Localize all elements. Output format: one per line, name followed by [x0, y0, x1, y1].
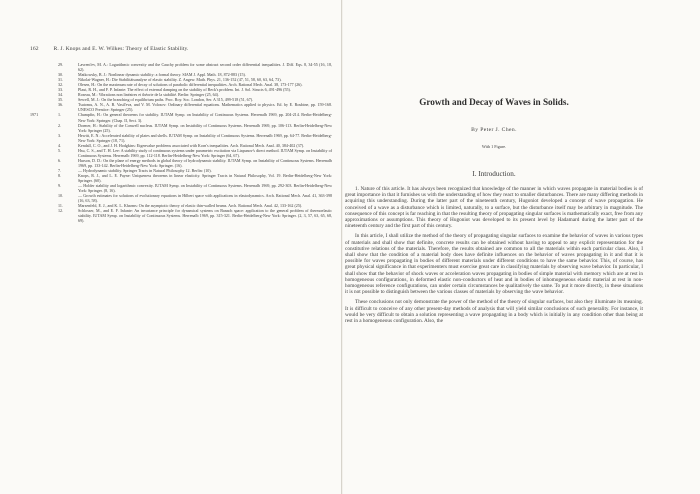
reference-number: 9. — [58, 183, 62, 189]
reference-entry — [30, 193, 332, 203]
paragraph: 1. Nature of this article. It has always been recognized that knowledge of the manner in which waves propagate in material bodies is of great importance in that it furnishes us with the understanding of how they react to smaller disturbances. There are many differing methods in acquiring this understanding. During the latter part of the nineteenth century, Hugoniot developed a concept of wave propagation. He conceived of a wave as a disturbance which is limited, naturally, to a surface, but the disturbance itself may be arbitrary in magnitude. The consequence of this concept is far reaching in that the resulting theory of propagating singular surfaces is mathematically exact, free from any approximations or assumptions. This theory of Hugoniot was developed to its present level by Hadamard during the latter part of the nineteenth century and the first part of this century. — [345, 186, 643, 230]
reference-number: 4. — [58, 142, 62, 148]
reference-number: 31. — [58, 77, 64, 83]
figure-note: With 1 Figure. — [481, 144, 507, 149]
reference-number: 5. — [58, 147, 62, 153]
reference-number: 11. — [58, 203, 63, 209]
reference-entry — [30, 102, 332, 112]
section-heading: I. Introduction. — [472, 170, 516, 178]
reference-text: Roseau, M.: Vibrations non linéaires et théorie de la stabilité. Berlin: Springer (25, 64). — [78, 92, 220, 98]
reference-text: — Holder stability and logarithmic convexity. IUTAM Symp. on Instability of Continuous Systems. Herrenalb 1969, pp. 292-303. Berlin-Heidelberg-New York: Springer. (8, 16). — [78, 183, 332, 194]
reference-number: 32. — [58, 82, 64, 88]
reference-number: 36. — [58, 102, 64, 108]
reference-year: 1971 — [30, 112, 39, 118]
running-head-text: R. J. Knops and E. W. Wilkes: Theory of Elastic Stability. — [53, 46, 189, 52]
reference-number: 7. — [58, 167, 62, 173]
running-head — [30, 46, 330, 52]
reference-text: Hurson, D. D.: On the plane of energy methods in global theory of hydrodynamic stability. IUTAM Symp. on Instability of Continuous Systems. Herrenalb 1969, pp. 133-142. Berlin-Heidelberg-New York: Springer. (16). — [78, 157, 332, 168]
paragraph: In this article, I shall utilize the method of the theory of propagating singular surfaces to examine the behavior of waves in various types of materials and shall show that definite, concrete results can be obtained without having to appeal to any explicit representation for the constitutive relations of the materials. Therefore, the results obtained are common to all the materials within each particular class. Also, I shall show that the condition of a material body does have definite influences on the behavior of waves propagating in it and that it is possible for waves propagating in bodies of different materials under different conditions to have the same behavior. This, of course, has great physical significance in that experimenters must exercise great care in classifying materials by observing wave behavior. In particular, I shall show that the behavior of shock waves or acceleration waves propagating in bodies of simple material with memory which are at rest in homogeneous configurations, in deformed elastic non-conductors of heat and in bodies of inhomogeneous elastic material at rest in non-homogeneous reference configurations, can under certain circumstances be qualitatively the same. To put it more directly, in these situations it is not possible to distinguish between the various classes of materials by observing the wave behavior. — [345, 233, 643, 296]
reference-list — [30, 62, 332, 224]
reference-number: 30. — [58, 72, 64, 78]
reference-number: 29. — [58, 62, 64, 67]
reference-entry — [30, 148, 332, 158]
reference-number: 34. — [58, 92, 64, 98]
reference-entry — [30, 112, 332, 122]
reference-entry — [30, 123, 332, 133]
reference-text: Matkowsky, B. J.: Nonlinear dynamic stability: a formal theory. SIAM J. Appl. Math. 18, 872-883 (15). — [78, 72, 246, 78]
reference-number: 33. — [58, 87, 64, 93]
reference-entry — [30, 173, 332, 183]
reference-text: Plaut, R. H., and F. P. Infante: The effect of external damping on the stability of Beck's problem. Int. J. Sol. Structs 6, 491-496 (55). — [78, 87, 291, 93]
reference-number: 2. — [58, 122, 62, 128]
reference-number: 1. — [58, 112, 62, 118]
reference-text: Schlosser, M., and E. F. Infante: An invariance principle for dynamical systems on Banach space: application to the general problem of thermoelastic stability. IUTAM Symp. on Instability of Continuous Systems. Herrenalb 1969, pp. 315-321. Berlin-Heidelberg-New York: Springer. (2, 3, 57, 63, 65, 68, 69). — [78, 208, 332, 224]
reference-number: 6. — [58, 157, 62, 163]
reference-text: Marsenfeld, E. J., and K. L. Kharms: On the asymptotic theory of elastic thin-walled beams. Arch. Rational Mech. Anal. 42, 133-162 (25). — [78, 203, 303, 209]
page-number: 162 — [30, 46, 39, 52]
reference-text: Olesen, H.: On the maximum rate of decay of solutions of parabolic differential inequalities. Arch. Rational Mech. Anal. 38, 173-177 (26). — [78, 82, 303, 88]
reference-text: Chumpfin, H.: On general theorems for stability. IUTAM Symp. on Instability of Continuous Systems. Herrenalb 1969, pp. 204-214. Berlin-Heidelberg-New York: Springer. (Chap. II, Sect. 3). — [78, 112, 332, 123]
reference-number: 10. — [58, 193, 64, 199]
reference-text: — Hydrodynamic stability. Springer Tracts in Natural Philosophy 12. Berlin: (10). — [78, 167, 212, 173]
reference-number: 12. — [58, 208, 64, 214]
reference-text: Lavrent'ev, M. A.: Logarithmic convexity and the Cauchy problem for some abstract second order differential inequalities. J. Diff. Eqs. 8, 34-55 (16, 18, 62). — [78, 62, 332, 73]
article-body — [345, 186, 643, 328]
reference-number: 8. — [58, 173, 62, 179]
reference-text: Hewitt, E. N.: Accelerated stability of plates and shells. IUTAM Symp. on Instability of Continuous Systems. Herrenalb 1969, pp. 64-77. Berlin-Heidelberg-New York: Springer (18, 71). — [78, 132, 332, 143]
paragraph: These conclusions not only demonstrate the power of the method of the theory of singular surfaces, but also they illuminate its meaning. It is difficult to conceive of any other present-day methods of analysis that will yield similar conclusions of such generality. For instance, it would be very difficult to obtain a solution representing a wave propagating in a body which is initially in any condition other than being at rest in a homogeneous configuration. Also, the — [345, 299, 643, 325]
reference-number: 3. — [58, 132, 62, 138]
reference-entry — [30, 183, 332, 193]
reference-entry — [30, 62, 332, 72]
reference-text: Sewell, M. J.: On the branching of equilibrium paths. Proc. Roy. Soc. London, Ser. A 315, 499-518 (51, 67). — [78, 97, 254, 103]
article-author: By Peter J. Chen. — [471, 127, 517, 133]
reference-text: Nikolai-Wagner, H.: Die Stabilitätsanalyse of elastic stability. Z. Angew. Math. Phys. 21, 136-152 (47, 51, 58, 60, 63, 64, 73). — [78, 77, 282, 83]
article-title: Growth and Decay of Waves in Solids. — [419, 97, 569, 107]
reference-text: Tsutomu, A. N., A. B. Vasil'eva, and V. M. Volosov: Ordinary differential equations. Mathematics applied to physics. Ed. by E. Roubine, pp. 159-168. UNESCO Prentice: Springer (25). — [78, 102, 332, 113]
reference-number: 35. — [58, 97, 64, 103]
reference-text: Kendall, C. O., and J. H. Hodgkins: Eigenvalue problems associated with Korn's inequalities. Arch. Rational Mech. Anal. 40, 384-402 (37). — [78, 142, 305, 148]
reference-entry — [30, 133, 332, 143]
reference-text: Knops, R. J., and L. E. Payne: Uniqueness theorems in linear elasticity. Springer Tracts in Natural Philosophy, Vol. 19. Berlin-Heidelberg-New York: Springer. (60). — [78, 173, 332, 184]
left-page — [0, 0, 342, 494]
reference-text: Dormer, H.: Stability of the Conwell nucleus. IUTAM Symp. on Instability of Continuous Systems. Herrenalb 1969, pp. 106-113. Berlin-Heidelberg-New York: Springer (25). — [78, 122, 332, 133]
reference-entry — [30, 158, 332, 168]
reference-text: Hsu, C. S., and T. H. Lee: A stability study of continuous systems under parametric excitation via Liapunov's direct method. IUTAM Symp. on Instability of Continuous Systems. Herrenalb 1969, pp. 112-118. Berlin-Heidelberg-New York: Springer (64, 67). — [78, 147, 332, 158]
reference-entry — [30, 208, 332, 223]
reference-text: — Growth estimates for solutions of evolutionary equations in Hilbert space with applications in elastodynamics. Arch. Rational Mech. Anal. 41, 363-398 (16, 63, 58). — [78, 193, 332, 204]
